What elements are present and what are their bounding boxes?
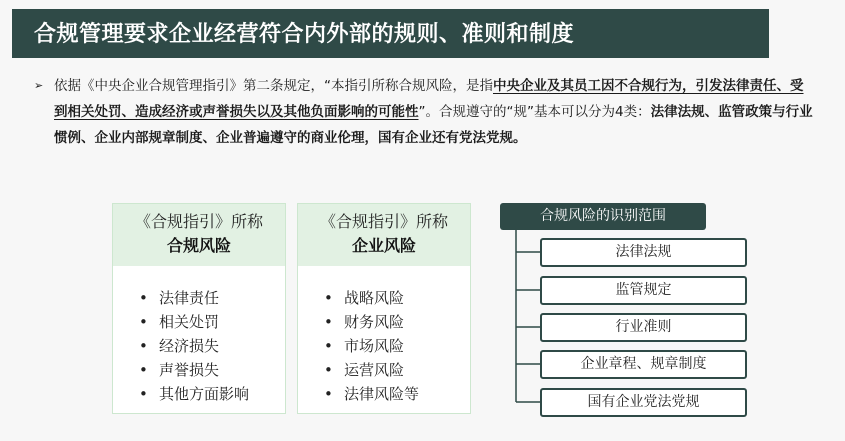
- list-item: • 运营风险: [324, 361, 405, 379]
- tree-root: 合规风险的识别范围: [500, 203, 706, 230]
- list-item: • 其他方面影响: [139, 385, 250, 403]
- arrow-bullet-icon: ➢: [34, 79, 44, 92]
- page-title: 合规管理要求企业经营符合内外部的规则、准则和制度: [34, 22, 575, 47]
- list-item: • 财务风险: [324, 313, 405, 331]
- list-item: • 经济损失: [139, 337, 220, 355]
- list-item: • 法律责任: [139, 289, 220, 307]
- paragraph-part1: 依据《中央企业合规管理指引》第二条规定，“本指引所称合规风险，是指: [54, 78, 493, 94]
- tree-node: 行业准则: [540, 313, 747, 342]
- paragraph-bold-tail: 法律法规、监管政策与行业惯例、企业内部规章制度、企业普遍遵守的商业伦理，国有企业还有党法党规。: [54, 104, 813, 146]
- paragraph-underlined: 中央企业及其员工因不合规行为，引发法律责任、受到相关处罚、造成经济或声誉损失以及其他负面影响的可能性: [54, 78, 804, 120]
- list-item: • 相关处罚: [139, 313, 220, 331]
- tree-node: 企业章程、规章制度: [540, 350, 747, 379]
- card-subheading: 合规风险: [166, 236, 231, 255]
- card-heading: 《合规指引》所称: [319, 212, 448, 231]
- list-item: • 市场风险: [324, 337, 405, 355]
- tree-node: 国有企业党法党规: [540, 388, 747, 417]
- paragraph-part2: ”。合规遵守的“规”基本可以分为4类：: [418, 104, 651, 120]
- card-subheading: 企业风险: [351, 236, 416, 255]
- list-item: • 战略风险: [324, 289, 405, 307]
- tree-node: 监管规定: [540, 276, 747, 305]
- tree-node: 法律法规: [540, 238, 747, 267]
- list-item: • 法律风险等: [324, 385, 420, 403]
- card-heading: 《合规指引》所称: [134, 212, 263, 231]
- list-item: • 声誉损失: [139, 361, 220, 379]
